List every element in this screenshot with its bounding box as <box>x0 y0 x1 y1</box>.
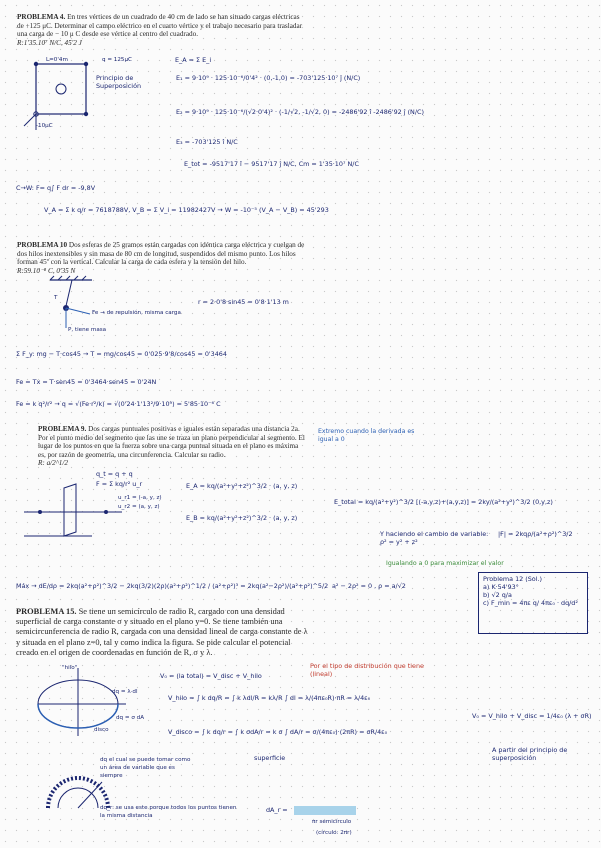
solution-c: c) F_min = 4πε q/ 4πε₀ · dq/d² <box>483 599 578 607</box>
problem-15-heading: PROBLEMA 15. <box>16 607 77 616</box>
hilo-label: "hilo" <box>62 665 78 671</box>
dq-area-label: dq = σ dA <box>116 715 145 721</box>
disco-label: disco <box>94 727 109 733</box>
field-e3: E₃ = -703'125 î N/C <box>176 138 238 146</box>
extremum-note: Extremo cuando la derivada es igual a 0 <box>318 428 415 443</box>
potential-disco: V_disco = ∫ k dq/r = ∫ k σdA/r = k σ ∫ dA/r = σ/(4πε₀)·(2πR) = σR/4ε₀ <box>168 728 388 736</box>
side-label: L=0'4m <box>46 57 68 63</box>
field-b: E_B = kq/(a²+y²+z²)^3/2 · (a, y, z) <box>186 514 298 522</box>
solution-box <box>478 572 588 634</box>
problem-9-answer: R: a/2^1/2 <box>38 459 68 468</box>
problem-9-heading: PROBLEMA 9. <box>38 425 87 433</box>
field-e2: E₂ = 9·10⁹ · 125·10⁻⁶/(√2·0'4)² · (-1/√2, -1/√2, 0) = -2486'92 î -2486'92 ĵ (N/C) <box>176 108 424 116</box>
repulsion-label: Fe → de repulsión, misma carga <box>92 310 181 316</box>
corner-charge-label: -10μC <box>36 123 53 129</box>
maximize-note: Igualando a 0 para maximizar el valor <box>386 560 504 567</box>
distribution-note: Por el tipo de distribución que tiene (lineal) <box>310 662 424 678</box>
force-sum: F = Σ kq/r² u_r <box>96 480 143 488</box>
circle-note: (círculo: 2πr) <box>316 830 352 836</box>
radius-eq: r = 2·0'8·sin45 = 0'8·1'13 m <box>198 298 289 306</box>
problem-10-answer: R:59.10⁻⁸ C, 0'35 N <box>17 266 76 275</box>
semicircle-diagram <box>30 668 130 738</box>
problem-15-statement <box>16 607 308 658</box>
potential-total: V₀ = (la total) = V_disc + V_hilo <box>160 672 262 680</box>
solution-a: a) K·54'93° <box>483 583 519 591</box>
charge-eq: Fe = k q²/r² → q = √(Fe·r²/k) = √(0'24·1'13²/9·10⁹) = 5'85·10⁻⁶ C <box>16 400 221 408</box>
change-variable: Y haciendo el cambio de variable: ρ² = y² + z² <box>380 530 489 546</box>
dq-line-label: dq = λ·dl <box>112 689 138 695</box>
field-total: E_tot = -9517'17 î − 9517'17 ĵ N/C, Cm = 1'35·10⁷ N/C <box>184 160 359 168</box>
potential-hilo: V_hilo = ∫ k dq/R = ∫ k λdl/R = kλ/R ∫ dl = λ/(4πε₀R)·πR = λ/4ε₀ <box>168 694 371 702</box>
problem-4-statement <box>17 13 307 47</box>
solution-title: Problema 12 (Sol.) <box>483 575 542 583</box>
derivative-eq: Máx → dE/dρ = 2kq(a²+ρ²)^3/2 − 2kq(3/2)(2ρ)(a²+ρ²)^1/2 / (a²+ρ²)³ = 2kq(a²−2ρ²)/(a²+ρ²)^5/2 <box>16 582 329 590</box>
charge-label: q = 125μC <box>102 57 132 63</box>
potential-final: V₀ = V_hilo + V_disc = 1/4ε₀ (λ + σR) <box>472 712 592 720</box>
weight-label: P, tiene masa <box>68 327 107 333</box>
field-a: E_A = kq/(a²+y²+z²)^3/2 · (a, y, z) <box>186 482 298 490</box>
problem-10-statement <box>17 241 307 275</box>
problem-9-statement <box>38 425 306 468</box>
semicircle-note: πr semicírculo <box>312 819 352 825</box>
dq-note-2: dq_r: se usa este porque todos los puntos tienen la misma distancia <box>100 805 237 819</box>
problem-4-text: En tres vértices de un cuadrado de 40 cm de lado se han situado cargas eléctricas de +125 μC. Determinar el campo eléctrico en el cuarto vértice y el trabajo necesario para trasladar una carga de − 10 μ C desde ese vértice al centro del cuadrado. <box>17 13 303 39</box>
dq-note: dq el cual se puede tomar como un área de variable que es siempre <box>100 757 191 779</box>
square-charges-diagram <box>22 56 102 136</box>
field-sum: E_A = Σ E_i <box>175 56 212 64</box>
field-e1: E₁ = 9·10⁹ · 125·10⁻⁶/0'4² · (0,-1,0) = -703'125·10⁷ ĵ (N/C) <box>176 74 361 82</box>
superposition-principle: Principio de Superposición <box>96 74 142 90</box>
problem-15-text: Se tiene un semicírculo de radio R, cargado con una densidad superficial de carga constante σ y situado en el plano y=0. Se tiene también una semicircunferencia de radio R, cargada con una densidad lineal de carga constante de λ y situada en el plano z=0, tal y como indica la figura. Se pide calcular el potencial creado en el origen de coordenadas en función de R, σ y λ. <box>16 607 308 657</box>
total-charge: q_t = q + q <box>96 470 133 478</box>
solution-b: b) √2 q/a <box>483 591 512 599</box>
tension-label: T <box>54 295 58 301</box>
problem-4-answer: R:1'35.10⁷ N/C, 45'2 J <box>17 38 82 47</box>
superposition-note: A partir del principio de superposición <box>492 746 568 762</box>
work-line-2: V_A = Σ k q/r = 7618788V, V_B = Σ V_i = 11982427V → W = -10⁻⁵ (V_A − V_B) = 45'293 <box>44 206 329 214</box>
problem-10-text: Dos esferas de 25 gramos están cargadas con idéntica carga eléctrica y cuelgan de dos hilos inextensibles y sin masa de 80 cm de longitud, suspendidos del mismo punto. Los hilos forman 45º con la vertical. Calcular la carga de cada esfera y la tensión del hilo. <box>17 241 305 267</box>
problem-10-heading: PROBLEMA 10 <box>17 241 68 249</box>
problem-4-heading: PROBLEMA 4. <box>17 13 66 21</box>
force-x-eq: Fe = Tx = T·sen45 = 0'3464·sen45 = 0'24N <box>16 378 157 386</box>
highlight-bar <box>294 806 356 815</box>
unit-r1: u_r1 = (-a, y, z) <box>118 495 162 501</box>
area-element: dA_r = <box>266 806 288 814</box>
force-modulus: |F| = 2kqρ/(a²+ρ²)^3/2 <box>498 530 573 538</box>
unit-r2: u_r2 = (a, y, z) <box>118 504 160 510</box>
field-total-9: E_total = kq/(a²+y²)^3/2 [(-a,y,z)+(a,y,z)] = 2ky/(a²+y²)^3/2 (0,y,z) <box>334 498 553 506</box>
superficie-label: superficie <box>254 754 286 762</box>
two-charges-plane-diagram <box>22 482 132 542</box>
force-y-eq: Σ F_y: mg − T·cos45 → T = mg/cos45 = 0'025·9'8/cos45 = 0'3464 <box>16 350 227 358</box>
problem-9-text: Dos cargas puntuales positivas e iguales están separadas una distancia 2a. Por el punto medio del segmento que las une se traza un plano perpendicular al segmento. El lugar de los puntos en que la fuerza sobre una carga puntual situada en el plano es máxima es, por razón de geometría, una circunferencia. Calcular su radio. <box>38 425 305 459</box>
radius-result: a² − 2ρ² = 0 , ρ = a/√2 <box>332 582 406 590</box>
work-line-1: C→W: F= q∫ F dr = -9,8V <box>16 184 96 192</box>
